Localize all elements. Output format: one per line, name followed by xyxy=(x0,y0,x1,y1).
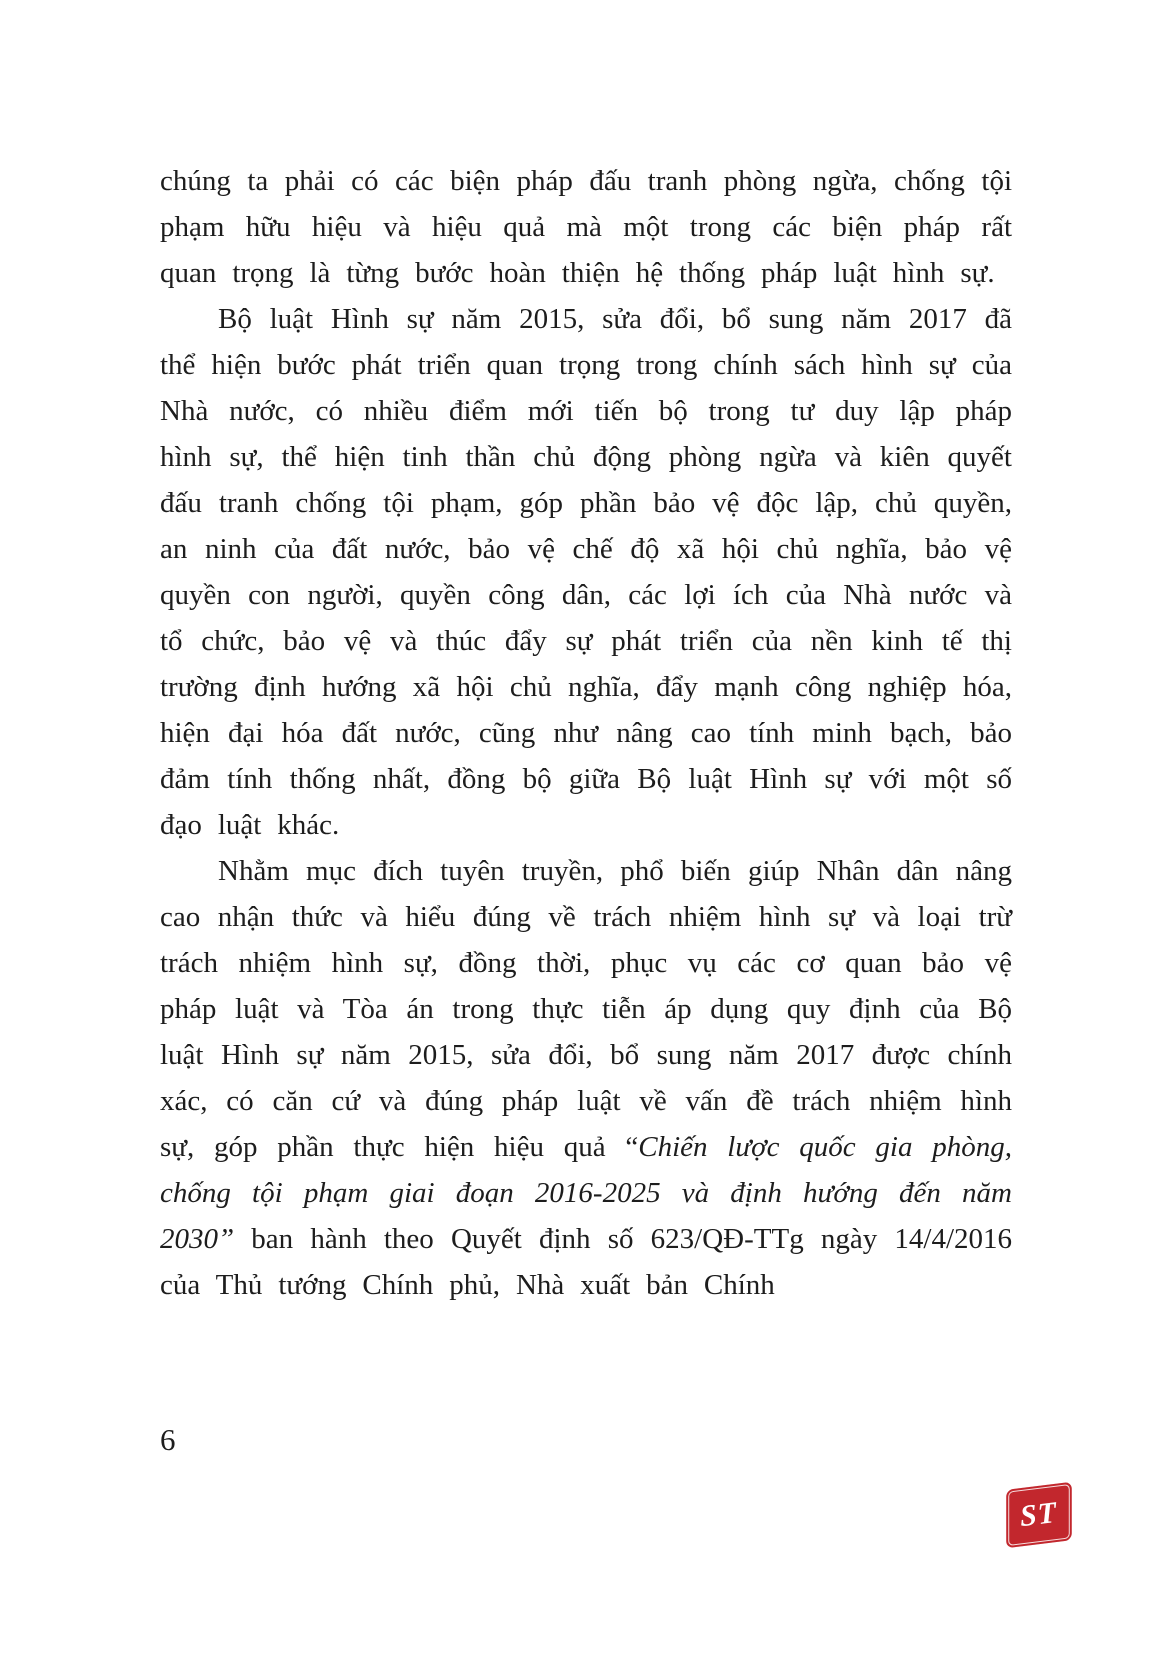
publisher-logo-text: ST xyxy=(1019,1495,1059,1534)
paragraph-continuation: chúng ta phải có các biện pháp đấu tranh phòng ngừa, chống tội phạm hữu hiệu và hiệu quả mà một trong các biện pháp rất quan trọng là từng bước hoàn thiện hệ thống pháp luật hình sự. xyxy=(160,165,1012,289)
page-number: 6 xyxy=(160,1422,176,1457)
quoted-strategy-title: Chiến lược quốc gia phòng, chống tội phạm giai đoạn 2016-2025 và định hướng đến năm 2030” xyxy=(160,1131,1012,1255)
page-content xyxy=(160,158,1012,1308)
paragraph-nham-muc-dich xyxy=(160,848,1012,1308)
paragraph-text-normal: ban hành theo Quyết định số 623/QĐ-TTg ngày 14/4/2016 của Thủ tướng Chính phủ, Nhà xuất bản Chính xyxy=(160,1223,1012,1301)
publisher-logo xyxy=(1006,1482,1072,1548)
paragraph-text-normal: Nhằm mục đích tuyên truyền, phổ biến giúp Nhân dân nâng cao nhận thức và hiểu đúng về trách nhiệm hình sự và loại trừ trách nhiệm hình sự, đồng thời, phục vụ các cơ quan bảo vệ pháp luật và Tòa án trong thực tiễn áp dụng quy định của Bộ luật Hình sự năm 2015, sửa đổi, bổ sung năm 2017 được chính xác, có căn cứ và đúng pháp luật về vấn đề trách nhiệm hình sự, góp phần thực hiện hiệu quả “ xyxy=(160,855,1012,1163)
paragraph-bo-luat: Bộ luật Hình sự năm 2015, sửa đổi, bổ sung năm 2017 đã thể hiện bước phát triển quan trọng trong chính sách hình sự của Nhà nước, có nhiều điểm mới tiến bộ trong tư duy lập pháp hình sự, thể hiện tinh thần chủ động phòng ngừa và kiên quyết đấu tranh chống tội phạm, góp phần bảo vệ độc lập, chủ quyền, an ninh của đất nước, bảo vệ chế độ xã hội chủ nghĩa, bảo vệ quyền con người, quyền công dân, các lợi ích của Nhà nước và tổ chức, bảo vệ và thúc đẩy sự phát triển của nền kinh tế thị trường định hướng xã hội chủ nghĩa, đẩy mạnh công nghiệp hóa, hiện đại hóa đất nước, cũng như nâng cao tính minh bạch, bảo đảm tính thống nhất, đồng bộ giữa Bộ luật Hình sự với một số đạo luật khác. xyxy=(160,303,1012,841)
